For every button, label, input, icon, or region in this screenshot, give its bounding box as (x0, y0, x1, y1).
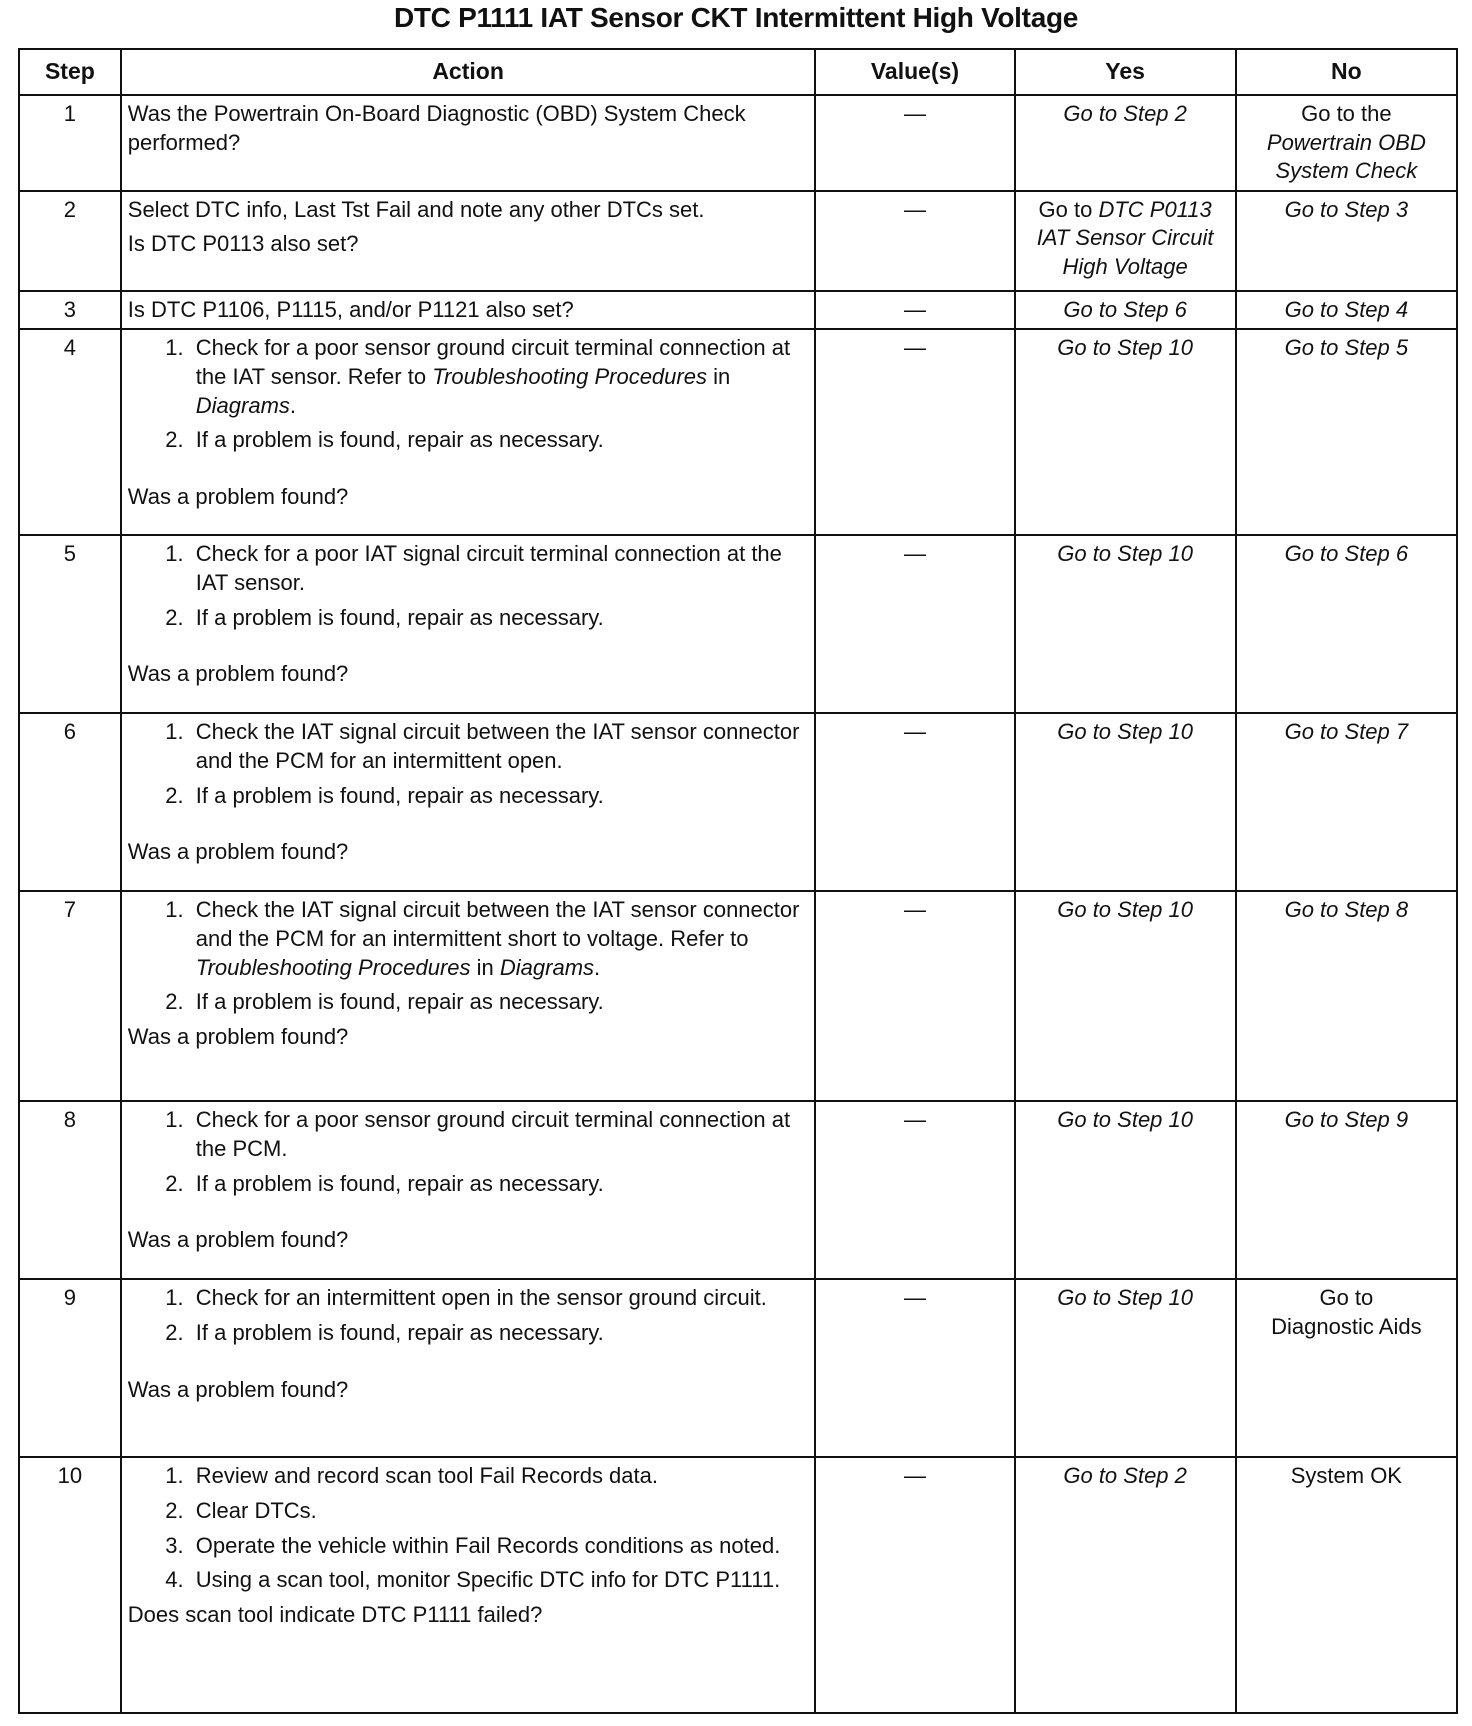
step-number: 3 (19, 291, 121, 330)
action-cell (121, 891, 816, 1101)
table-row (19, 191, 1457, 291)
value-cell: — (815, 95, 1014, 191)
action-cell (121, 329, 816, 535)
value-cell: — (815, 191, 1014, 291)
header-action: Action (121, 49, 816, 95)
header-values: Value(s) (815, 49, 1014, 95)
value-cell: — (815, 891, 1014, 1101)
step-number: 7 (19, 891, 121, 1101)
no-cell: Go to Step 8 (1236, 891, 1457, 1101)
action-item: 1. Check the IAT signal circuit between the IAT sensor connector and the PCM for an intermittent short to voltage. Refer to Troubleshooting Procedures in Diagrams. (190, 896, 809, 982)
table-row (19, 1457, 1457, 1713)
table-row (19, 291, 1457, 330)
action-cell (121, 1101, 816, 1279)
step-number: 6 (19, 713, 121, 891)
action-cell (121, 1279, 816, 1457)
value-cell: — (815, 1101, 1014, 1279)
yes-prefix: Go to (1038, 196, 1093, 222)
action-question: Does scan tool indicate DTC P1111 failed? (127, 1601, 543, 1627)
header-row (19, 49, 1457, 95)
no-cell: Go to Step 9 (1236, 1101, 1457, 1279)
action-cell (121, 713, 816, 891)
action-item: 2. If a problem is found, repair as necessary. (190, 426, 809, 455)
value-cell: — (815, 535, 1014, 713)
action-steps (128, 334, 809, 454)
action-text: Select DTC info, Last Tst Fail and note any other DTCs set. (127, 196, 705, 222)
value-cell: — (815, 291, 1014, 330)
no-cell: Go to Step 5 (1236, 329, 1457, 535)
action-cell (121, 535, 816, 713)
page-title: DTC P1111 IAT Sensor CKT Intermittent High Voltage (393, 2, 1079, 33)
no-cell: Go to Step 4 (1236, 291, 1457, 330)
step-number: 10 (19, 1457, 121, 1713)
step-number: 9 (19, 1279, 121, 1457)
yes-cell: Go to Step 2 (1015, 1457, 1236, 1713)
action-question: Is DTC P0113 also set? (127, 231, 359, 257)
no-cell: Go to Diagnostic Aids (1236, 1279, 1457, 1457)
action-steps (128, 540, 809, 632)
table-row (19, 95, 1457, 191)
diagnostic-table (18, 48, 1458, 1714)
table-row (19, 1101, 1457, 1279)
action-question: Was the Powertrain On-Board Diagnostic (OBD) System Check performed? (127, 101, 746, 155)
value-cell: — (815, 1457, 1014, 1713)
header-no: No (1236, 49, 1457, 95)
action-item: 2. If a problem is found, repair as necessary. (190, 782, 809, 811)
value-cell: — (815, 329, 1014, 535)
no-cell: Go to Step 6 (1236, 535, 1457, 713)
no-cell: System OK (1236, 1457, 1457, 1713)
action-item: 4. Using a scan tool, monitor Specific DTC info for DTC P1111. (190, 1566, 809, 1595)
action-item: 1. Check for a poor sensor ground circuit terminal connection at the IAT sensor. Refer to Troubleshooting Procedures in Diagrams. (190, 334, 809, 420)
action-steps (128, 718, 809, 810)
step-number: 4 (19, 329, 121, 535)
no-cell (1236, 95, 1457, 191)
action-question: Is DTC P1106, P1115, and/or P1121 also set? (127, 296, 574, 322)
action-item: 1. Check for a poor sensor ground circuit terminal connection at the PCM. (190, 1106, 809, 1163)
action-cell (121, 95, 816, 191)
value-cell: — (815, 713, 1014, 891)
action-item: 2. If a problem is found, repair as necessary. (190, 604, 809, 633)
yes-cell: Go to Step 10 (1015, 329, 1236, 535)
action-question: Was a problem found? (127, 483, 349, 509)
yes-cell: Go to Step 6 (1015, 291, 1236, 330)
action-item: 1. Check for a poor IAT signal circuit terminal connection at the IAT sensor. (190, 540, 809, 597)
action-item: 2. If a problem is found, repair as necessary. (190, 1170, 809, 1199)
yes-cell: Go to Step 2 (1015, 95, 1236, 191)
action-cell (121, 191, 816, 291)
yes-cell: Go to Step 10 (1015, 1279, 1236, 1457)
action-steps (128, 1462, 809, 1594)
no-prefix: Go to the (1301, 101, 1392, 126)
yes-cell (1015, 191, 1236, 291)
yes-cell: Go to Step 10 (1015, 535, 1236, 713)
yes-cell: Go to Step 10 (1015, 1101, 1236, 1279)
action-item: 3. Operate the vehicle within Fail Records conditions as noted. (190, 1532, 809, 1561)
action-item: 1. Review and record scan tool Fail Records data. (190, 1462, 809, 1491)
table-row (19, 1279, 1457, 1457)
action-item: 2. If a problem is found, repair as necessary. (190, 1319, 809, 1348)
no-cell: Go to Step 3 (1236, 191, 1457, 291)
header-yes: Yes (1015, 49, 1236, 95)
action-item: 2. If a problem is found, repair as necessary. (190, 988, 809, 1017)
action-cell (121, 291, 816, 330)
table-row (19, 329, 1457, 535)
table-row (19, 713, 1457, 891)
action-steps (128, 1106, 809, 1198)
action-question: Was a problem found? (127, 661, 349, 687)
step-number: 2 (19, 191, 121, 291)
yes-cell: Go to Step 10 (1015, 713, 1236, 891)
step-number: 1 (19, 95, 121, 191)
action-item: 1. Check the IAT signal circuit between the IAT sensor connector and the PCM for an intermittent open. (190, 718, 809, 775)
step-number: 8 (19, 1101, 121, 1279)
action-item: 1. Check for an intermittent open in the sensor ground circuit. (190, 1284, 809, 1313)
action-question: Was a problem found? (127, 1023, 349, 1049)
action-steps (128, 896, 809, 1016)
action-steps (128, 1284, 809, 1347)
action-item: 2. Clear DTCs. (190, 1497, 809, 1526)
table-row (19, 535, 1457, 713)
no-link: Powertrain OBD System Check (1266, 129, 1426, 184)
action-question: Was a problem found? (127, 1376, 349, 1402)
yes-link: DTC P0113 IAT Sensor Circuit High Voltage (1036, 196, 1214, 279)
table-row (19, 891, 1457, 1101)
action-question: Was a problem found? (127, 839, 349, 865)
yes-cell: Go to Step 10 (1015, 891, 1236, 1101)
action-cell (121, 1457, 816, 1713)
no-cell: Go to Step 7 (1236, 713, 1457, 891)
value-cell: — (815, 1279, 1014, 1457)
header-step: Step (19, 49, 121, 95)
step-number: 5 (19, 535, 121, 713)
action-question: Was a problem found? (127, 1227, 349, 1253)
